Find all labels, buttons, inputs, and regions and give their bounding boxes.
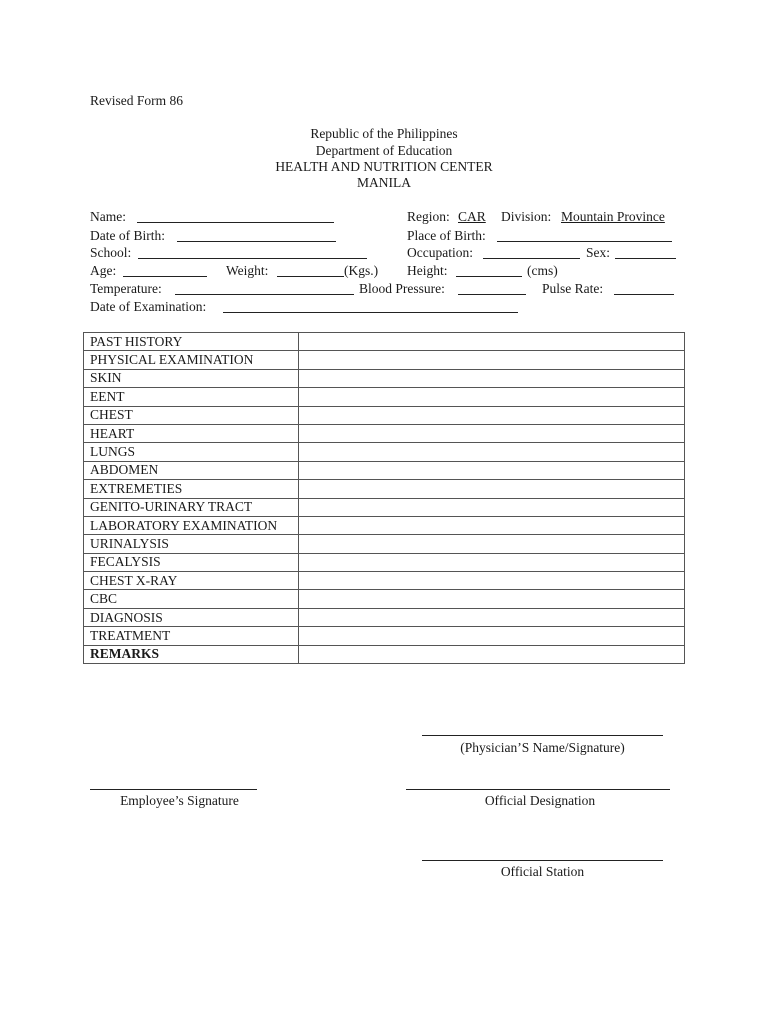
exam-row-value[interactable] <box>299 627 685 645</box>
weight-label: Weight: <box>226 263 269 278</box>
sex-field[interactable] <box>615 246 676 259</box>
exam-date-field[interactable] <box>223 300 518 313</box>
exam-row-label: SKIN <box>84 369 299 387</box>
region-value: CAR <box>458 209 486 224</box>
exam-row-label: DIAGNOSIS <box>84 608 299 626</box>
weight-unit: (Kgs.) <box>344 263 379 278</box>
header-city: MANILA <box>357 175 411 190</box>
exam-row-value[interactable] <box>299 608 685 626</box>
station-label: Official Station <box>500 864 585 879</box>
form-id: Revised Form 86 <box>90 93 183 108</box>
exam-row-label: CHEST X-RAY <box>84 572 299 590</box>
dob-field[interactable] <box>177 229 336 242</box>
table-row <box>84 627 685 645</box>
table-row <box>84 406 685 424</box>
exam-row-label: FECALYSIS <box>84 553 299 571</box>
weight-field[interactable] <box>277 264 344 277</box>
age-field[interactable] <box>123 264 207 277</box>
exam-row-value[interactable] <box>299 461 685 479</box>
table-row <box>84 351 685 369</box>
exam-row-value[interactable] <box>299 443 685 461</box>
age-label: Age: <box>90 263 117 278</box>
exam-row-label: TREATMENT <box>84 627 299 645</box>
exam-row-value[interactable] <box>299 590 685 608</box>
table-row <box>84 572 685 590</box>
table-row <box>84 443 685 461</box>
exam-row-label: EXTREMETIES <box>84 480 299 498</box>
school-label: School: <box>90 245 132 260</box>
exam-row-value[interactable] <box>299 369 685 387</box>
exam-row-value[interactable] <box>299 333 685 351</box>
height-unit: (cms) <box>527 263 558 278</box>
exam-row-label: ABDOMEN <box>84 461 299 479</box>
occupation-field[interactable] <box>483 246 580 259</box>
exam-row-value[interactable] <box>299 553 685 571</box>
exam-date-label: Date of Examination: <box>90 299 207 314</box>
exam-row-value[interactable] <box>299 406 685 424</box>
exam-row-value[interactable] <box>299 645 685 663</box>
physician-signature-label: (Physician’S Name/Signature) <box>460 740 625 755</box>
exam-row-label: REMARKS <box>84 645 299 663</box>
table-row <box>84 553 685 571</box>
physician-signature-line[interactable] <box>422 735 663 736</box>
exam-row-value[interactable] <box>299 516 685 534</box>
exam-row-label: URINALYSIS <box>84 535 299 553</box>
table-row <box>84 461 685 479</box>
exam-row-value[interactable] <box>299 498 685 516</box>
division-value: Mountain Province <box>561 209 665 224</box>
designation-line[interactable] <box>406 789 670 790</box>
region-label: Region: <box>407 209 450 224</box>
header-center: HEALTH AND NUTRITION CENTER <box>275 159 493 174</box>
header-republic: Republic of the Philippines <box>310 126 458 141</box>
table-row <box>84 369 685 387</box>
exam-row-label: PHYSICAL EXAMINATION <box>84 351 299 369</box>
school-field[interactable] <box>138 246 367 259</box>
division-label: Division: <box>501 209 552 224</box>
name-label: Name: <box>90 209 126 224</box>
temperature-field[interactable] <box>175 282 354 295</box>
exam-row-value[interactable] <box>299 424 685 442</box>
pob-label: Place of Birth: <box>407 228 486 243</box>
exam-row-value[interactable] <box>299 388 685 406</box>
exam-row-label: PAST HISTORY <box>84 333 299 351</box>
pulse-field[interactable] <box>614 282 674 295</box>
employee-signature-label: Employee’s Signature <box>120 793 239 808</box>
exam-row-value[interactable] <box>299 572 685 590</box>
table-row <box>84 480 685 498</box>
exam-row-value[interactable] <box>299 535 685 553</box>
temperature-label: Temperature: <box>90 281 162 296</box>
table-row <box>84 645 685 663</box>
table-row <box>84 388 685 406</box>
height-field[interactable] <box>456 264 522 277</box>
table-row <box>84 516 685 534</box>
exam-row-label: HEART <box>84 424 299 442</box>
exam-row-label: CHEST <box>84 406 299 424</box>
occupation-label: Occupation: <box>407 245 473 260</box>
exam-row-label: CBC <box>84 590 299 608</box>
table-row <box>84 590 685 608</box>
pulse-label: Pulse Rate: <box>542 281 604 296</box>
table-row <box>84 498 685 516</box>
examination-table <box>83 332 685 664</box>
sex-label: Sex: <box>586 245 611 260</box>
name-field[interactable] <box>137 210 334 223</box>
height-label: Height: <box>407 263 448 278</box>
exam-row-label: EENT <box>84 388 299 406</box>
table-row <box>84 608 685 626</box>
exam-row-value[interactable] <box>299 480 685 498</box>
bp-field[interactable] <box>458 282 526 295</box>
dob-label: Date of Birth: <box>90 228 165 243</box>
employee-signature-line[interactable] <box>90 789 257 790</box>
exam-row-label: LUNGS <box>84 443 299 461</box>
station-line[interactable] <box>422 860 663 861</box>
table-row <box>84 333 685 351</box>
exam-row-value[interactable] <box>299 351 685 369</box>
pob-field[interactable] <box>497 229 672 242</box>
header-department: Department of Education <box>315 143 453 158</box>
exam-row-label: LABORATORY EXAMINATION <box>84 516 299 534</box>
exam-row-label: GENITO-URINARY TRACT <box>84 498 299 516</box>
table-row <box>84 535 685 553</box>
designation-label: Official Designation <box>484 793 596 808</box>
table-row <box>84 424 685 442</box>
bp-label: Blood Pressure: <box>359 281 445 296</box>
